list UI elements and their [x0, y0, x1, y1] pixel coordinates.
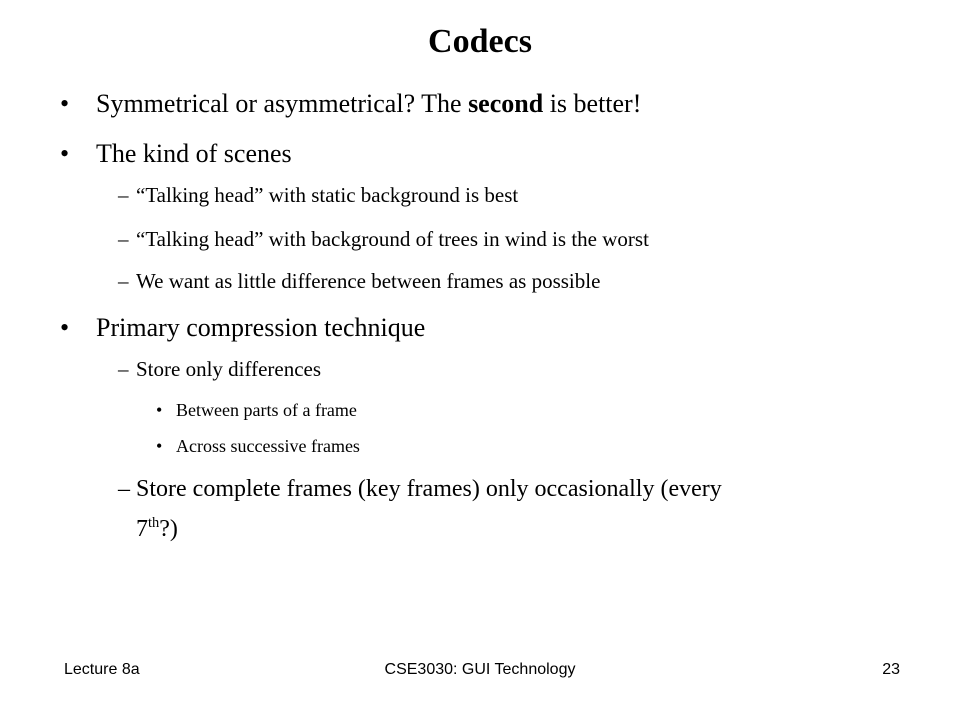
sub-text-trees-in-wind: “Talking head” with background of trees in wind is the worst	[136, 227, 649, 251]
subsub-text-across-frames: Across successive frames	[176, 436, 360, 456]
bold-word-second: second	[468, 89, 544, 118]
bullet-text-kind-of-scenes: The kind of scenes	[96, 139, 292, 168]
sub-text-key-frames-line2: 7th?)	[136, 515, 178, 542]
subsub-marker: •	[156, 400, 163, 420]
sub-marker: –	[118, 183, 129, 207]
sub-marker: –	[118, 227, 129, 251]
sub-marker: –	[118, 269, 129, 293]
bullet-marker: •	[60, 313, 70, 342]
footer-page-number: 23	[882, 661, 900, 678]
sub-text-static-background: “Talking head” with static background is best	[136, 183, 519, 207]
bullet-marker: •	[60, 89, 70, 118]
bullet-text-compression-technique: Primary compression technique	[96, 313, 426, 342]
sub-text-store-differences: Store only differences	[136, 357, 322, 381]
sub-marker: –	[118, 476, 130, 502]
sub-text-key-frames-line1: Store complete frames (key frames) only occasionally (every	[136, 476, 722, 502]
sub-text-little-difference: We want as little difference between frames as possible	[136, 269, 601, 293]
bullet-text-symmetrical: Symmetrical or asymmetrical? The second is better!	[96, 89, 642, 118]
slide-title: Codecs	[428, 23, 532, 60]
subsub-marker: •	[156, 436, 163, 456]
footer-course: CSE3030: GUI Technology	[384, 661, 576, 678]
subsub-text-between-parts: Between parts of a frame	[176, 400, 357, 420]
sub-marker: –	[118, 357, 129, 381]
bullet-marker: •	[60, 139, 70, 168]
footer-lecture: Lecture 8a	[64, 661, 140, 678]
superscript-th: th	[148, 515, 160, 531]
